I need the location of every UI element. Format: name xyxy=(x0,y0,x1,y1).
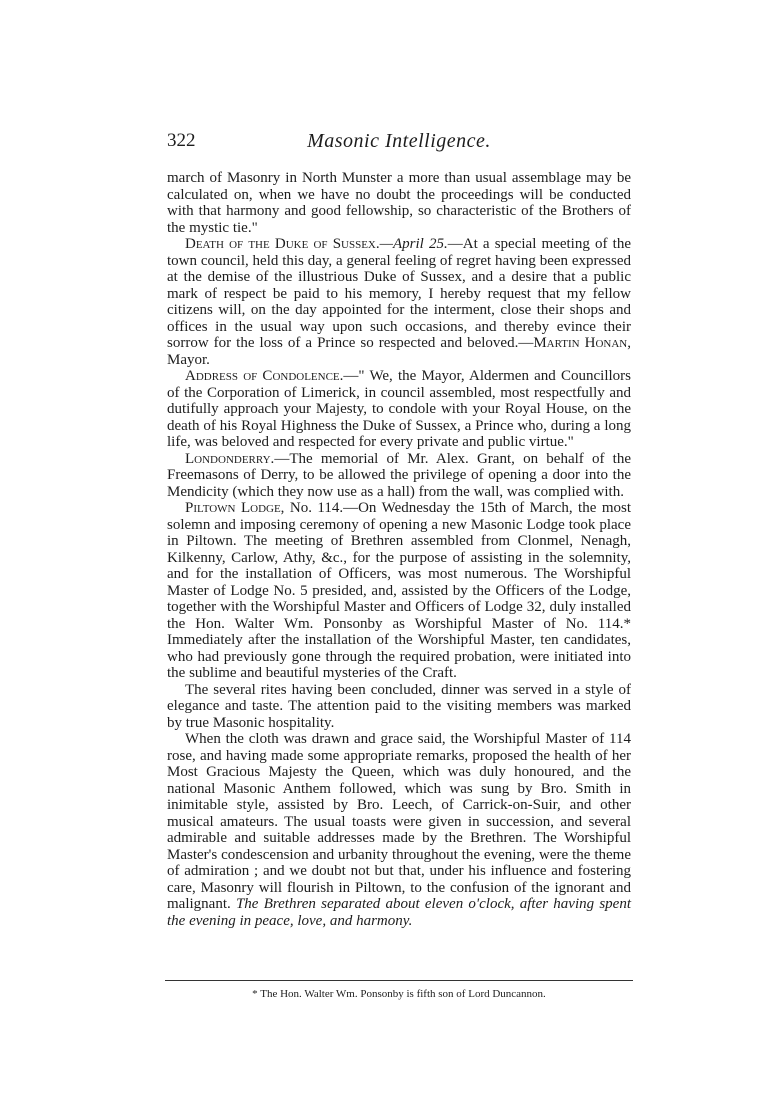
paragraph-londonderry xyxy=(167,451,631,501)
paragraph-text: When the cloth was drawn and grace said, the Worshipful Master of 114 rose, and having made some appropriate remarks, proposed the health of her Most Gracious Majesty the Queen, which was duly honoured, and the national Masonic Anthem followed, which was sung by Bro. Smith in inimitable style, assisted by Bro. Leech, of Carrick-on-Suir, and other musical amateurs. The usual toasts were given in succession, and several admirable and suitable addresses made by the Brethren. The Worshipful Master's condescension and urbanity throughout the evening, were the theme of admiration ; and we doubt not but that, under his influence and fostering care, Masonry will flourish in Piltown, to the confusion of the ignorant and malignant. xyxy=(167,731,631,912)
paragraph-duke-of-sussex xyxy=(167,236,631,368)
paragraph-heading: Londonderry. xyxy=(185,450,275,467)
paragraph-address-of-condolence xyxy=(167,368,631,451)
page-header xyxy=(167,130,631,160)
paragraph-text: No. 114.—On Wednesday the 15th of March, the most solemn and imposing ceremony of opening a new Masonic Lodge took place in Piltown. The meeting of Brethren assembled from Clonmel, Nenagh, Kilkenny, Carlow, Athy, &c., for the purpose of assisting in the solemnity, and for the installation of Officers, was most numerous. The Worshipful Master of Lodge No. 5 presided, and, assisted by the Officers of the Lodge, together with the Worshipful Master and Officers of Lodge 32, duly installed the Hon. Walter Wm. Ponsonby as Worshipful Master of No. 114.* Immediately after the installation of the Worshipful Master, ten candidates, who had previously gone through the required probation, were initiated into the sublime and beautiful mysteries of the Craft. xyxy=(167,500,631,681)
paragraph-tail: , Mayor. xyxy=(167,335,631,368)
paragraph-text: —The memorial of Mr. Alex. Grant, on behalf of the Freemasons of Derry, to be allowed the privilege of opening a door into the Mendicity (which they now use as a hall) from the wall, was complied with. xyxy=(167,450,631,500)
paragraph-closing: The Brethren separated about eleven o'clock, after having spent the evening in peace, love, and harmony. xyxy=(167,896,631,929)
footnote-divider xyxy=(165,980,633,981)
paragraph-text: —" We, the Mayor, Aldermen and Councillors of the Corporation of Limerick, in council assembled, most respectfully and dutifully approach your Majesty, to condole with your Royal House, on the death of his Royal Highness the Duke of Sussex, a Prince who, during a long life, was beloved and respected for every private and public virtue." xyxy=(167,368,631,450)
paragraph-text: march of Masonry in North Munster a more than usual assemblage may be calculated on, when we have no doubt the proceedings will be conducted with that harmony and good fellowship, so characteristic of the Brothers of the mystic tie." xyxy=(167,170,631,236)
paragraph-continuation xyxy=(167,170,631,236)
paragraph-dinner xyxy=(167,682,631,732)
paragraph-date: —April 25. xyxy=(379,236,448,252)
paragraph-heading: Piltown Lodge, xyxy=(185,500,285,516)
page-number: 322 xyxy=(167,130,196,151)
paragraph-toasts xyxy=(167,731,631,929)
paragraph-text: The several rites having been concluded, dinner was served in a style of elegance and taste. The attention paid to the visiting members was marked by true Masonic hospitality. xyxy=(167,681,631,731)
paragraph-signature: Martin Honan xyxy=(533,335,628,351)
running-title: Masonic Intelligence. xyxy=(307,130,491,152)
paragraph-text: —At a special meeting of the town council, held this day, a general feeling of regret having been expressed at the demise of the illustrious Duke of Sussex, and a desire that a public mark of respect be paid to his memory, I hereby request that my fellow citizens will, on the day appointed for the interment, close their shops and offices in the usual way upon such occasions, and thereby evince their sorrow for the loss of a Prince so respected and beloved.— xyxy=(167,236,631,351)
paragraph-heading: Address of Condolence. xyxy=(185,368,344,384)
paragraph-piltown-lodge xyxy=(167,500,631,682)
footnote: * The Hon. Walter Wm. Ponsonby is fifth son of Lord Duncannon. xyxy=(252,988,546,1000)
paragraph-heading: Death of the Duke of Sussex. xyxy=(185,236,380,252)
article-body xyxy=(167,170,631,929)
